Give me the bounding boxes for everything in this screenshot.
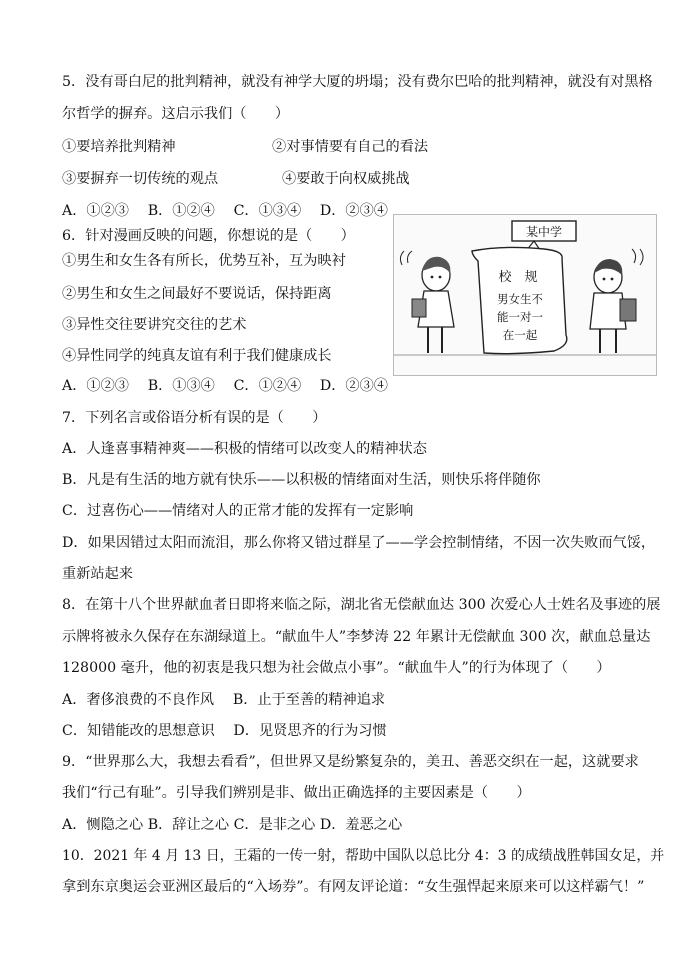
q9-stem-line2: 我们“行己有耻”。引导我们辨别是非、做出正确选择的主要因素是（ ） — [62, 785, 531, 801]
q5-stem-line2: 尔哲学的摒弃。这启示我们（ ） — [62, 106, 290, 122]
q10-stem-line2: 拿到东京奥运会亚洲区最后的“入场券”。有网友评论道：“女生强悍起来原来可以这样霸气！” — [62, 879, 645, 895]
q6-option-3: ③异性交往要讲究交往的艺术 — [62, 317, 247, 333]
q8-options-ab: A．奢侈浪费的不良作风 B．止于至善的精神追求 — [62, 692, 386, 708]
q7-option-c: C．过喜伤心——情绪对人的正常才能的发挥有一定影响 — [62, 503, 414, 519]
q5-option-3: ③要摒弃一切传统的观点 — [62, 171, 219, 187]
girl-figure — [400, 251, 454, 353]
scroll-line-2: 能一对一 — [497, 310, 543, 324]
q8-stem-line2: 示牌将被永久保存在东湖绿道上。“献血牛人”李梦涛 22 年累计无偿献血 300 次，献血总量达 — [62, 629, 651, 645]
q8-stem-line1: 8．在第十八个世界献血者日即将来临之际，湖北省无偿献血达 300 次爱心人士姓名及事迹的展 — [62, 597, 661, 613]
q5-stem-line1: 5．没有哥白尼的批判精神，就没有神学大厦的坍塌；没有费尔巴哈的批判精神，就没有对黑格 — [62, 74, 653, 90]
boy-figure — [590, 249, 643, 353]
q6-answers: A．①②③ B．①③④ C．①②④ D．②③④ — [62, 378, 388, 394]
q5-option-4: ④要敢于向权威挑战 — [282, 171, 410, 187]
q5-option-2: ②对事情要有自己的看法 — [272, 139, 429, 155]
q6-stem: 6．针对漫画反映的问题，你想说的是（ ） — [62, 228, 355, 244]
scroll-title: 校 规 — [498, 270, 538, 285]
q6-option-1: ①男生和女生各有所长，优势互补，互为映衬 — [62, 253, 346, 269]
scroll-line-1: 男女生不 — [497, 292, 543, 306]
scroll-line-3: 在一起 — [502, 328, 538, 342]
q9-answers: A．恻隐之心 B．辞让之心 C．是非之心 D．羞恶之心 — [62, 817, 403, 833]
q9-stem-line1: 9．“世界那么大，我想去看看”，但世界又是纷繁复杂的，美丑、善恶交织在一起，这就要求 — [62, 754, 639, 770]
q10-stem-line1: 10．2021 年 4 月 13 日，王霜的一传一射，帮助中国队以总比分 4：3 的成绩战胜韩国女足，并 — [62, 848, 665, 864]
q7-option-d-line2: 重新站起来 — [62, 566, 133, 582]
q8-options-cd: C．知错能改的思想意识 D．见贤思齐的行为习惯 — [62, 723, 387, 739]
q7-stem: 7．下列名言或俗语分析有误的是（ ） — [62, 410, 327, 426]
sign-text: 某中学 — [525, 225, 563, 239]
q5-option-1: ①要培养批判精神 — [62, 139, 176, 155]
q7-option-d-line1: D．如果因错过太阳而流泪，那么你将又错过群星了——学会控制情绪，不因一次失败而气馁， — [62, 535, 656, 551]
cartoon-illustration — [393, 214, 657, 376]
q5-answers: A．①②③ B．①②④ C．①③④ D．②③④ — [62, 203, 388, 219]
q7-option-b: B．凡是有生活的地方就有快乐——以积极的情绪面对生活，则快乐将伴随你 — [62, 472, 541, 488]
q6-option-2: ②男生和女生之间最好不要说话，保持距离 — [62, 286, 332, 302]
q8-stem-line3: 128000 毫升，他的初衷是我只想为社会做点小事”。“献血牛人”的行为体现了（ ） — [62, 660, 611, 676]
q7-option-a: A．人逢喜事精神爽——积极的情绪可以改变人的精神状态 — [62, 441, 427, 457]
q6-option-4: ④异性同学的纯真友谊有利于我们健康成长 — [62, 348, 332, 364]
